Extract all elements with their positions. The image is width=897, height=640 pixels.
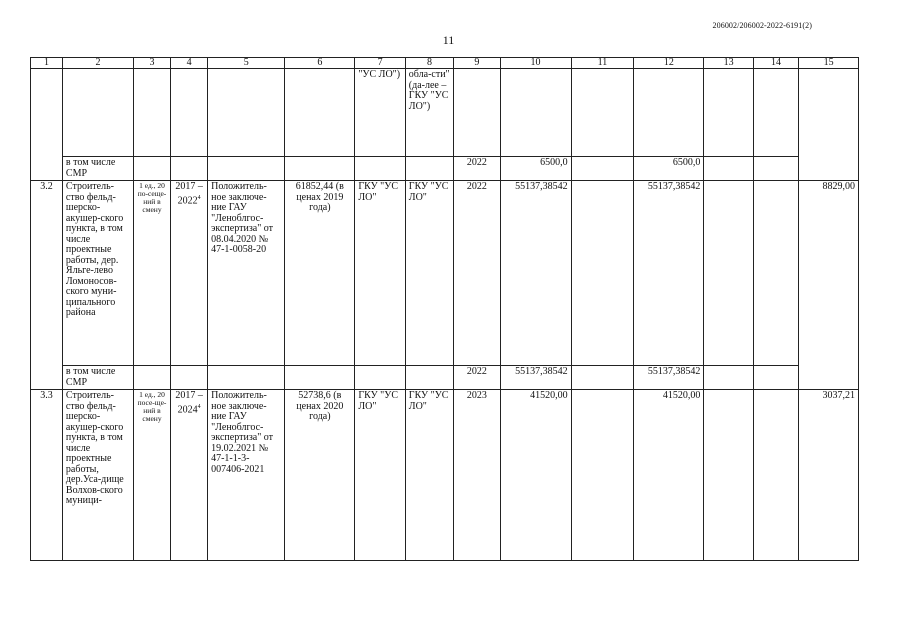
col-header-11: 11 bbox=[571, 58, 634, 69]
col-header-1: 1 bbox=[31, 58, 63, 69]
col-header-7: 7 bbox=[355, 58, 405, 69]
executor: ГКУ "УС ЛО" bbox=[355, 181, 405, 366]
table-row-continuation bbox=[31, 69, 859, 157]
row-number: 3.2 bbox=[31, 181, 63, 390]
cont-customer: обла-сти" (да-лее – ГКУ "УС ЛО") bbox=[405, 69, 453, 157]
customer: ГКУ "УС ЛО" bbox=[405, 390, 453, 561]
col-header-15: 15 bbox=[799, 58, 859, 69]
smr-amount: 55137,38542 bbox=[500, 366, 571, 390]
cont-smr-amount: 6500,0 bbox=[500, 157, 571, 181]
capacity: 1 ед., 20 по-сеще-ний в смену bbox=[133, 181, 170, 366]
col-header-14: 14 bbox=[753, 58, 798, 69]
period: 2017 – 2024$^4$ bbox=[171, 390, 208, 561]
regional-amount: 41520,00 bbox=[634, 390, 704, 561]
year: 2023 bbox=[454, 390, 500, 561]
estimated-cost: 61852,44 (в ценах 2019 года) bbox=[285, 181, 355, 366]
col-header-8: 8 bbox=[405, 58, 453, 69]
expert-conclusion: Положитель-ное заключе-ние ГАУ "Леноблгос-экспертиза" от 08.04.2020 № 47-1-0058-20 bbox=[208, 181, 285, 366]
table-row-3-3 bbox=[31, 390, 859, 561]
remaining-amount: 3037,21 bbox=[799, 390, 859, 561]
year: 2022 bbox=[454, 181, 500, 366]
budget-table bbox=[30, 57, 859, 561]
object-name: Строитель-ство фельд-шерско-акушер-ского пункта, в том числе проектные работы, дер.Уса-дище Волхов-ского муници- bbox=[62, 390, 133, 561]
col-header-2: 2 bbox=[62, 58, 133, 69]
col-header-10: 10 bbox=[500, 58, 571, 69]
page-number: 11 bbox=[442, 33, 455, 47]
cont-smr-label: в том числе СМР bbox=[62, 157, 133, 181]
col-header-13: 13 bbox=[704, 58, 753, 69]
col-header-4: 4 bbox=[171, 58, 208, 69]
cont-smr-amount-regional: 6500,0 bbox=[634, 157, 704, 181]
col-header-12: 12 bbox=[634, 58, 704, 69]
regional-amount: 55137,38542 bbox=[634, 181, 704, 366]
cont-smr-year: 2022 bbox=[454, 157, 500, 181]
cont-executor: "УС ЛО") bbox=[355, 69, 405, 157]
expert-conclusion: Положитель-ное заключе-ние ГАУ "Леноблгос-экспертиза" от 19.02.2021 № 47-1-1-3-007406-2021 bbox=[208, 390, 285, 561]
capacity: 1 ед., 20 посе-ще-ний в смену bbox=[133, 390, 170, 561]
col-header-5: 5 bbox=[208, 58, 285, 69]
smr-year: 2022 bbox=[454, 366, 500, 390]
customer: ГКУ "УС ЛО" bbox=[405, 181, 453, 366]
col-header-9: 9 bbox=[454, 58, 500, 69]
remaining-amount: 8829,00 bbox=[799, 181, 859, 390]
col-header-3: 3 bbox=[133, 58, 170, 69]
executor: ГКУ "УС ЛО" bbox=[355, 390, 405, 561]
col-header-6: 6 bbox=[285, 58, 355, 69]
table-row-cont-smr bbox=[31, 157, 859, 181]
total-amount: 55137,38542 bbox=[500, 181, 571, 366]
table-row-3-2-smr bbox=[31, 366, 859, 390]
object-name: Строитель-ство фельд-шерско-акушер-ского пункта, в том числе проектные работы, дер. Яльге-лево Ломоносов-ского муни-ципального района bbox=[62, 181, 133, 366]
row-number: 3.3 bbox=[31, 390, 63, 561]
smr-label: в том числе СМР bbox=[62, 366, 133, 390]
table-row-3-2 bbox=[31, 181, 859, 366]
document-id: 206002/206002-2022-6191(2) bbox=[712, 21, 812, 30]
estimated-cost: 52738,6 (в ценах 2020 года) bbox=[285, 390, 355, 561]
total-amount: 41520,00 bbox=[500, 390, 571, 561]
period: 2017 – 2022$^4$ bbox=[171, 181, 208, 366]
column-number-row bbox=[31, 58, 859, 69]
smr-amount-regional: 55137,38542 bbox=[634, 366, 704, 390]
